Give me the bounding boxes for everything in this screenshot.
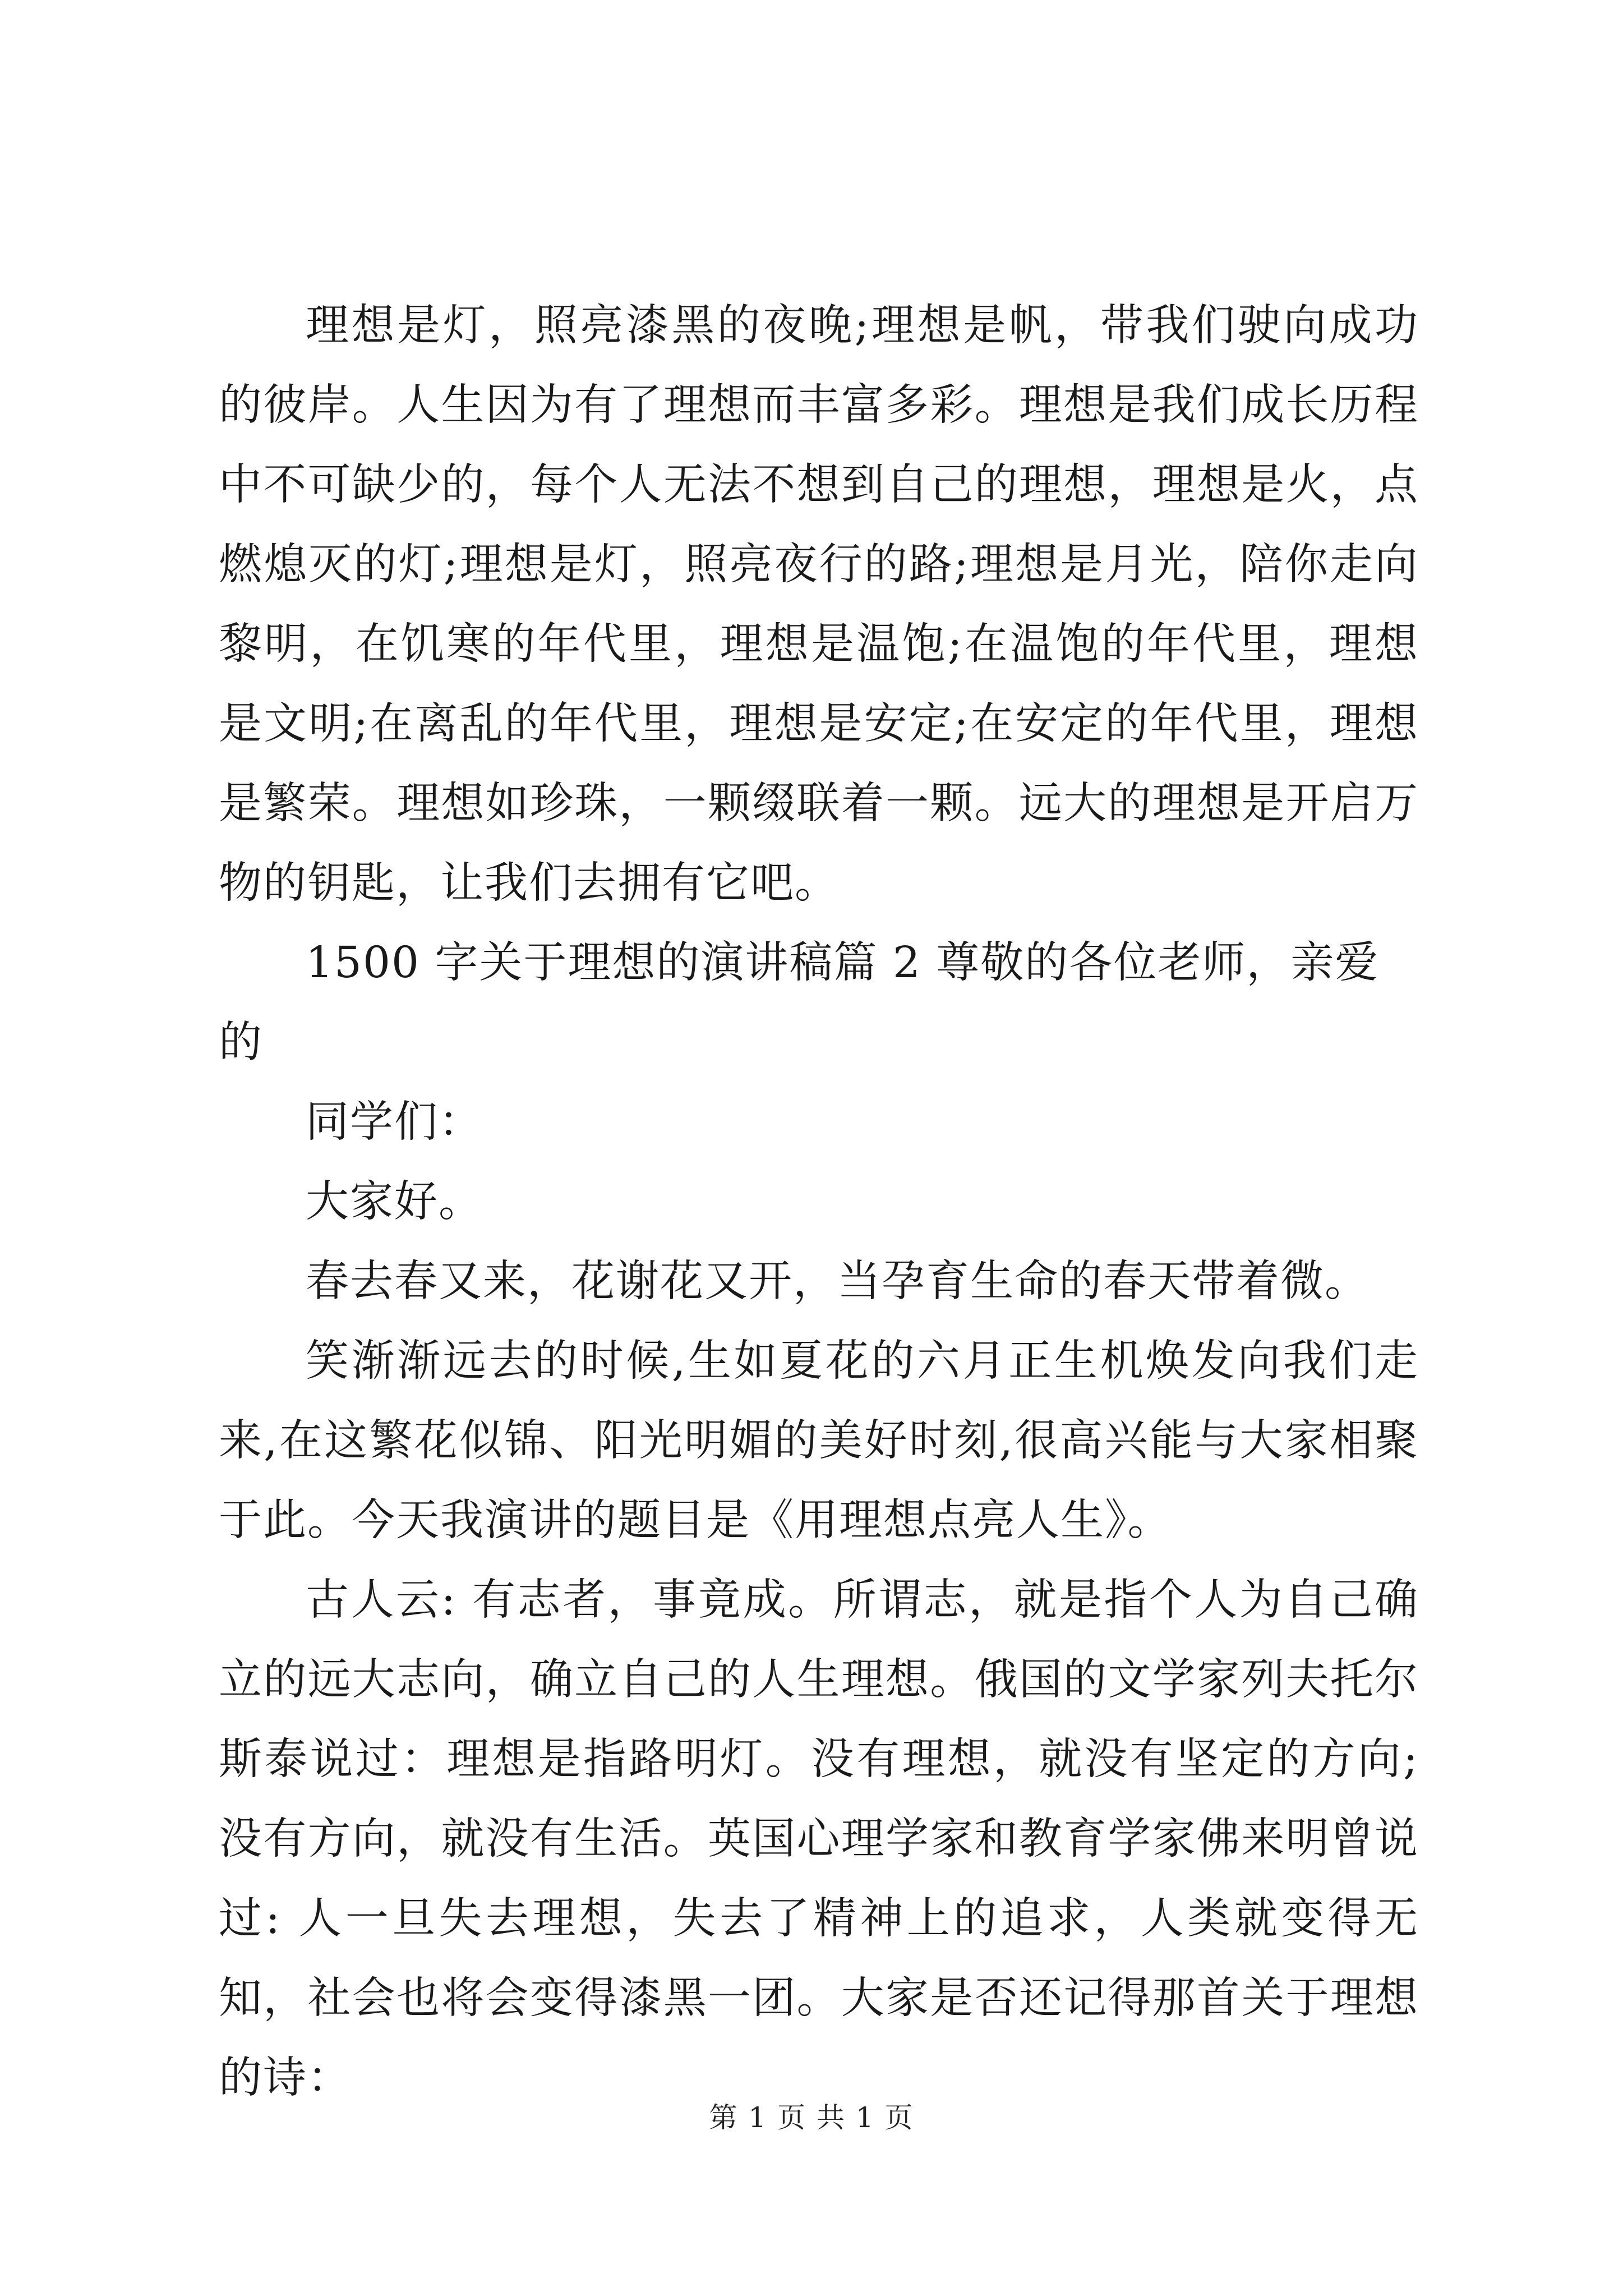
paragraph-summer-intro: 笑渐渐远去的时候,生如夏花的六月正生机焕发向我们走来,在这繁花似锦、阳光明媚的美好时刻,很高兴能与大家相聚于此。今天我演讲的题目是《用理想点亮人生》。	[219, 1336, 1419, 1545]
paragraph-spring: 春去春又来，花谢花又开，当孕育生命的春天带着微。	[306, 1257, 1369, 1306]
document-body	[219, 286, 1419, 2118]
paragraph-ancient-saying: 古人云: 有志者，事竟成。所谓志，就是指个人为自己确立的远大志向，确立自己的人生理想。俄国的文学家列夫托尔斯泰说过：理想是指路明灯。没有理想，就没有坚定的方向;没有方向，就没有生活。英国心理学家和教育学家佛来明曾说过: 人一旦失去理想，失去了精神上的追求，人类就变得无知，社会也将会变得漆黑一团。大家是否还记得那首关于理想的诗：	[219, 1575, 1419, 2103]
paragraph-ideal-metaphors: 理想是灯，照亮漆黑的夜晚;理想是帆，带我们驶向成功的彼岸。人生因为有了理想而丰富多彩。理想是我们成长历程中不可缺少的，每个人无法不想到自己的理想，理想是火，点燃熄灭的灯;理想是灯，照亮夜行的路;理想是月光，陪你走向黎明，在饥寒的年代里，理想是温饱;在温饱的年代里，理想是文明;在离乱的年代里，理想是安定;在安定的年代里，理想是繁荣。理想如珍珠，一颗缀联着一颗。远大的理想是开启万物的钥匙，让我们去拥有它吧。	[219, 301, 1419, 908]
page-number-footer: 第 1 页 共 1 页	[709, 2101, 914, 2134]
paragraph-salutation: 同学们：	[306, 1097, 483, 1147]
paragraph-greeting: 大家好。	[306, 1177, 483, 1227]
paragraph-speech-title: 1500 字关于理想的演讲稿篇 2 尊敬的各位老师，亲爱的	[219, 938, 1380, 1068]
